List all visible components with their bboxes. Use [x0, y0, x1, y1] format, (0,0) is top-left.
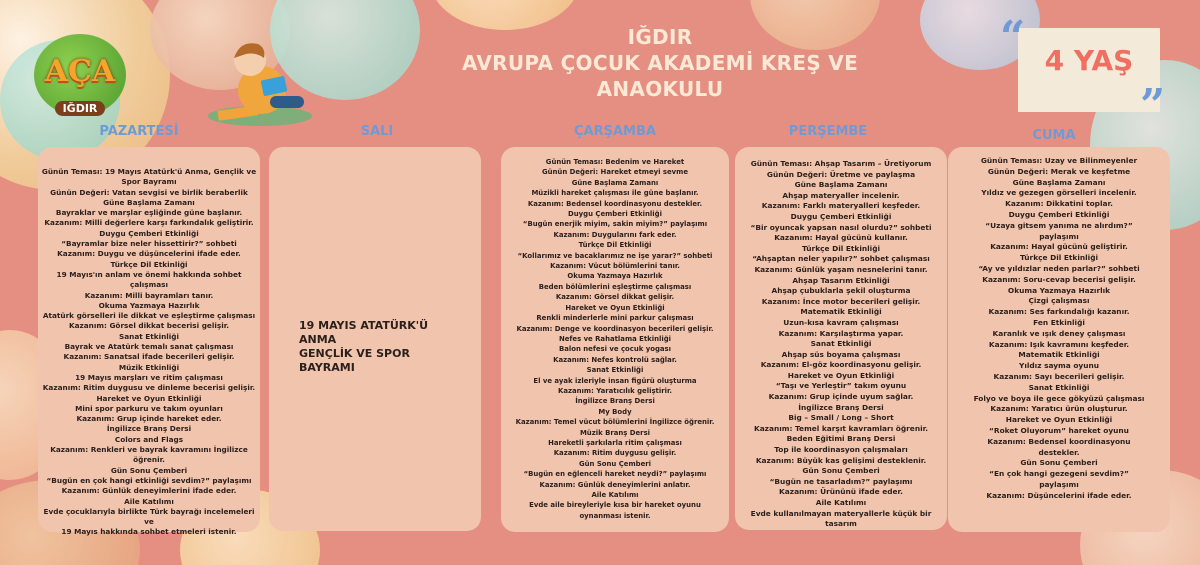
plan-line: paylaşımı	[1039, 231, 1079, 241]
plan-line: çalışması	[130, 280, 168, 290]
plan-line: Kazanım: Ritim duygusu gelişir.	[553, 449, 677, 458]
plan-line: Yıldız ve gezegen görselleri incelenir.	[981, 188, 1137, 198]
title-line-3: ANAOKULU	[596, 77, 724, 101]
plan-line: Kazanım: Ürününü ifade eder.	[779, 487, 903, 497]
friday-plan-card	[948, 147, 1170, 532]
plan-line: Ahşap çubuklarla şekil oluşturma	[771, 286, 911, 296]
plan-line: Güne Başlama Zamanı	[1012, 177, 1106, 187]
plan-line: Duygu Çemberi Etkinliği	[99, 228, 199, 238]
plan-line: El ve ayak izleriyle insan figürü oluşturma	[533, 376, 697, 385]
school-logo	[28, 26, 132, 118]
plan-line: Fen Etkinliği	[1033, 317, 1085, 327]
plan-line: Top ile koordinasyon çalışmaları	[774, 445, 908, 455]
plan-line: Sanat Etkinliği	[586, 366, 644, 375]
plan-line: paylaşımı	[1039, 479, 1079, 489]
day-header-friday: CUMA	[1032, 128, 1076, 143]
plan-line: Kazanım: Işık kavramını keşfeder.	[988, 339, 1130, 349]
plan-line: Karanlık ve ışık deney çalışması	[992, 328, 1126, 338]
plan-line: Kazanım: Ritim duygusu ve dinleme becerisi gelişir.	[42, 383, 256, 393]
plan-line: 19 Mayıs marşları ve ritim çalışması	[75, 372, 223, 382]
plan-line: Atatürk görselleri ile dikkat ve eşleştirme çalışması	[42, 311, 256, 321]
plan-line: “Bugün ne tasarladım?” paylaşımı	[769, 476, 913, 486]
age-badge	[1018, 28, 1160, 112]
plan-line: Günün Teması: Bedenim ve Hareket	[545, 158, 685, 166]
reading-child-illustration	[200, 30, 320, 130]
plan-line: Günün Değeri: Üretme ve paylaşma	[766, 169, 916, 179]
plan-line: Kazanım: Yaratıcı ürün oluşturur.	[990, 404, 1128, 414]
plan-line: Türkçe Dil Etkinliği	[578, 241, 652, 250]
plan-line: Kazanım: İnce motor becerileri gelişir.	[761, 296, 921, 306]
plan-line: Folyo ve boya ile gece gökyüzü çalışması	[973, 393, 1145, 403]
plan-line: Günün Teması: Ahşap Tasarım – Üretiyorum	[750, 159, 932, 168]
plan-line: Hareket ve Oyun Etkinliği	[565, 303, 665, 312]
day-header-tuesday: SALI	[360, 124, 394, 139]
plan-line: Kazanım: Ses farkındalığı kazanır.	[988, 307, 1130, 317]
plan-line: Kazanım: Günlük yaşam nesnelerini tanır.	[754, 264, 928, 274]
plan-line: Evde aile bireyleriyle kısa bir hareket oyunu	[529, 501, 701, 510]
tuesday-holiday-text	[299, 319, 469, 375]
title-line-1: IĞDIR	[627, 25, 693, 49]
plan-line: Kazanım: Karşılaştırma yapar.	[778, 328, 904, 338]
plan-line: Ahşap materyaller incelenir.	[782, 190, 900, 200]
plan-line: Günün Teması: 19 Mayıs Atatürk'ü Anma, Gençlik ve	[41, 167, 257, 176]
plan-line: Gün Sonu Çemberi	[578, 459, 652, 468]
plan-line: Bayraklar ve marşlar eşliğinde güne başlanır.	[55, 208, 243, 218]
plan-line: Hareket ve Oyun Etkinliği	[787, 370, 895, 380]
plan-line: Gün Sonu Çemberi	[802, 466, 880, 476]
plan-line: Aile Katılımı	[124, 496, 174, 506]
plan-line: Nefes ve Rahatlama Etkinliği	[558, 334, 672, 343]
plan-line: Kazanım: Grup içinde uyum sağlar.	[768, 392, 914, 402]
plan-line: Hareket ve Oyun Etkinliği	[1005, 415, 1113, 425]
plan-line: Güne Başlama Zamanı	[794, 180, 888, 190]
open-quote-icon: “	[1000, 12, 1026, 63]
plan-line: Renkli minderlerle mini parkur çalışması	[536, 314, 694, 323]
plan-line: Duygu Çemberi Etkinliği	[1008, 209, 1110, 219]
plan-line: Günün Teması: Uzay ve Bilinmeyenler	[980, 156, 1138, 165]
plan-line: Kazanım: Bedensel koordinasyonu	[987, 436, 1131, 446]
plan-line: Kazanım: Grup içinde hareket eder.	[76, 414, 222, 424]
plan-line: “Uzaya gitsem yanıma ne alırdım?”	[985, 220, 1133, 230]
plan-line: 19 Mayıs'ın anlam ve önemi hakkında sohbet	[56, 269, 242, 279]
thursday-plan-card	[735, 147, 947, 530]
plan-line: Okuma Yazmaya Hazırlık	[98, 300, 200, 310]
plan-line: Kazanım: Temel karşıt kavramları öğrenir.	[753, 423, 929, 433]
plan-line: ANMA	[299, 333, 337, 346]
plan-line: Kazanım: Duygu ve düşüncelerini ifade eder.	[57, 249, 241, 259]
plan-line: Kazanım: Temel vücut bölümlerini İngilizce öğrenir.	[515, 418, 715, 427]
plan-line: Kazanım: Büyük kas gelişimi desteklenir.	[755, 455, 927, 465]
age-label: 4 YAŞ	[1044, 44, 1134, 77]
plan-line: Okuma Yazmaya Hazırlık	[567, 272, 663, 281]
plan-line: Hareketli şarkılarla ritim çalışması	[548, 438, 682, 447]
monday-plan-card	[38, 147, 260, 537]
plan-line: “Bugün enerjik miyim, sakin miyim?” paylaşımı	[522, 220, 708, 229]
plan-line: 19 Mayıs hakkında sohbet etmeleri istenir.	[61, 527, 237, 537]
plan-line: Kazanım: Düşüncelerini ifade eder.	[986, 490, 1132, 500]
plan-line: Gün Sonu Çemberi	[110, 465, 188, 475]
plan-line: İngilizce Branş Dersi	[575, 397, 655, 406]
plan-line: My Body	[598, 407, 632, 416]
day-header-monday: PAZARTESİ	[99, 124, 179, 139]
plan-line: Kazanım: Denge ve koordinasyon becerileri gelişir.	[516, 324, 714, 333]
plan-line: “Roket Oluyorum” hareket oyunu	[989, 425, 1129, 435]
plan-line: Evde çocuklarıyla birlikte Türk bayrağı incelemeleri ve	[43, 506, 255, 527]
plan-line: “Ay ve yıldızlar neden parlar?” sohbeti	[978, 263, 1140, 273]
plan-line: Sanat Etkinliği	[810, 339, 872, 349]
plan-line: Mini spor parkuru ve takım oyunları	[75, 403, 223, 413]
plan-line: Bayrak ve Atatürk temalı sanat çalışması	[64, 342, 234, 352]
plan-line: Kazanım: Soru-cevap becerisi gelişir.	[982, 274, 1136, 284]
plan-line: Beden bölümlerini eşleştirme çalışması	[538, 282, 692, 291]
plan-line: Müzikli hareket çalışması ile güne başlanır.	[531, 189, 699, 198]
plan-line: Türkçe Dil Etkinliği	[110, 259, 188, 269]
plan-line: İngilizce Branş Dersi	[798, 402, 884, 412]
plan-line: Kazanım: Farklı materyalleri keşfeder.	[761, 201, 921, 211]
plan-line: “Bir oyuncak yapsan nasıl olurdu?” sohbeti	[750, 222, 932, 232]
plan-line: “Ahşaptan neler yapılır?” sohbet çalışması	[752, 254, 930, 264]
plan-line: “Bayramlar bize neler hissettirir?” sohbeti	[61, 239, 237, 249]
plan-line: “Bugün en çok hangi etkinliği sevdim?” paylaşımı	[46, 475, 252, 485]
plan-line: Sanat Etkinliği	[118, 331, 180, 341]
plan-line: Kazanım: Duygularını fark eder.	[553, 230, 677, 239]
plan-line: Duygu Çemberi Etkinliği	[568, 210, 662, 219]
plan-line: Günün Değeri: Hareket etmeyi sevme	[541, 168, 689, 177]
plan-line: Okuma Yazmaya Hazırlık	[1007, 285, 1111, 295]
plan-line: Müzik Etkinliği	[118, 362, 180, 372]
plan-line: Aile Katılımı	[591, 491, 639, 499]
plan-line: Kazanım: Vücut bölümlerini tanır.	[550, 262, 680, 271]
plan-line: Ahşap süs boyama çalışması	[781, 349, 901, 359]
plan-line: Balon nefesi ve çocuk yogası	[558, 345, 672, 354]
plan-line: Duygu Çemberi Etkinliği	[790, 211, 892, 221]
plan-line: öğrenir.	[133, 455, 165, 465]
plan-line: BAYRAMI	[299, 361, 355, 374]
plan-line: Kazanım: Sayı becerileri gelişir.	[993, 371, 1125, 381]
plan-line: Günün Değeri: Vatan sevgisi ve birlik beraberlik	[50, 187, 248, 197]
title-line-2: AVRUPA ÇOCUK AKADEMİ KREŞ VE	[461, 51, 859, 75]
plan-line: Big – Small / Long – Short	[788, 413, 894, 423]
plan-line: Kazanım: Hayal gücünü geliştirir.	[990, 242, 1128, 252]
plan-line: Kazanım: Milli bayramları tanır.	[84, 290, 214, 300]
plan-line: tasarım	[825, 519, 857, 529]
day-header-wednesday: ÇARŞAMBA	[574, 124, 656, 139]
plan-line: “Bugün en eğlenceli hareket neydi?” paylaşımı	[523, 470, 707, 479]
plan-line: GENÇLİK VE SPOR	[299, 347, 410, 360]
plan-line: Kazanım: Görsel dikkat gelişir.	[555, 293, 675, 302]
plan-line: oynanması istenir.	[579, 511, 651, 520]
plan-line: Kazanım: Günlük deneyimlerini anlatır.	[539, 480, 691, 489]
plan-line: Çizgi çalışması	[1028, 296, 1090, 306]
plan-line: Beden Eğitimi Branş Dersi	[786, 434, 896, 444]
plan-line: Güne Başlama Zamanı	[571, 178, 659, 187]
plan-line: Kazanım: Görsel dikkat becerisi gelişir.	[68, 321, 230, 331]
tuesday-plan-card	[269, 147, 481, 531]
plan-line: Hareket ve Oyun Etkinliği	[96, 393, 202, 403]
plan-line: Gün Sonu Çemberi	[1020, 458, 1098, 468]
plan-line: Matematik Etkinliği	[1018, 350, 1100, 360]
school-title	[400, 24, 920, 102]
plan-line: Kazanım: Hayal gücünü kullanır.	[774, 233, 908, 243]
close-quote-icon: ”	[1140, 80, 1166, 131]
plan-line: “Kollarımız ve bacaklarımız ne işe yarar?” sohbeti	[517, 251, 713, 260]
plan-line: Kazanım: Nefes kontrolü sağlar.	[553, 355, 677, 364]
plan-line: destekler.	[1038, 447, 1080, 457]
plan-line: Müzik Branş Dersi	[579, 428, 651, 437]
plan-line: Sanat Etkinliği	[1028, 382, 1090, 392]
plan-line: Kazanım: Milli değerlere karşı farkındalık geliştirir.	[44, 218, 254, 228]
plan-line: “Taşı ve Yerleştir” takım oyunu	[775, 381, 907, 391]
logo-wordmark: AÇA	[44, 54, 116, 89]
plan-line: Kazanım: Dikkatini toplar.	[1005, 199, 1113, 209]
plan-line: Ahşap Tasarım Etkinliği	[792, 275, 890, 285]
plan-line: Colors and Flags	[114, 434, 184, 444]
plan-line: Kazanım: Günlük deneyimlerini ifade eder.	[61, 486, 237, 496]
plan-line: Uzun-kısa kavram çalışması	[783, 317, 899, 327]
day-header-thursday: PERŞEMBE	[788, 124, 868, 139]
plan-line: Güne Başlama Zamanı	[103, 197, 195, 207]
plan-line: Kazanım: Renkleri ve bayrak kavramını İngilizce	[50, 445, 248, 455]
plan-line: Kazanım: El-göz koordinasyonu gelişir.	[760, 360, 922, 370]
plan-line: İngilizce Branş Dersi	[106, 424, 192, 434]
plan-line: Kazanım: Yaratıcılık geliştirir.	[558, 386, 672, 395]
plan-line: Yıldız sayma oyunu	[1018, 361, 1100, 371]
logo-subtitle: IĞDIR	[55, 101, 106, 116]
plan-line: Spor Bayramı	[121, 177, 177, 187]
plan-line: 19 MAYIS ATATÜRK'Ü	[299, 319, 429, 332]
plan-line: Türkçe Dil Etkinliği	[801, 243, 881, 253]
plan-line: Aile Katılımı	[815, 498, 867, 507]
wednesday-plan-card	[501, 147, 729, 532]
plan-line: Kazanım: Bedensel koordinasyonu destekler.	[527, 199, 703, 208]
plan-line: Günün Değeri: Merak ve keşfetme	[987, 166, 1131, 176]
plan-line: Matematik Etkinliği	[800, 307, 882, 317]
plan-line: Evde kullanılmayan materyallerle küçük bir	[750, 508, 932, 518]
plan-line: Kazanım: Sanatsal ifade becerileri gelişir.	[63, 352, 235, 362]
plan-line: Türkçe Dil Etkinliği	[1019, 253, 1099, 263]
plan-line: “En çok hangi gezegeni sevdim?”	[989, 469, 1129, 479]
